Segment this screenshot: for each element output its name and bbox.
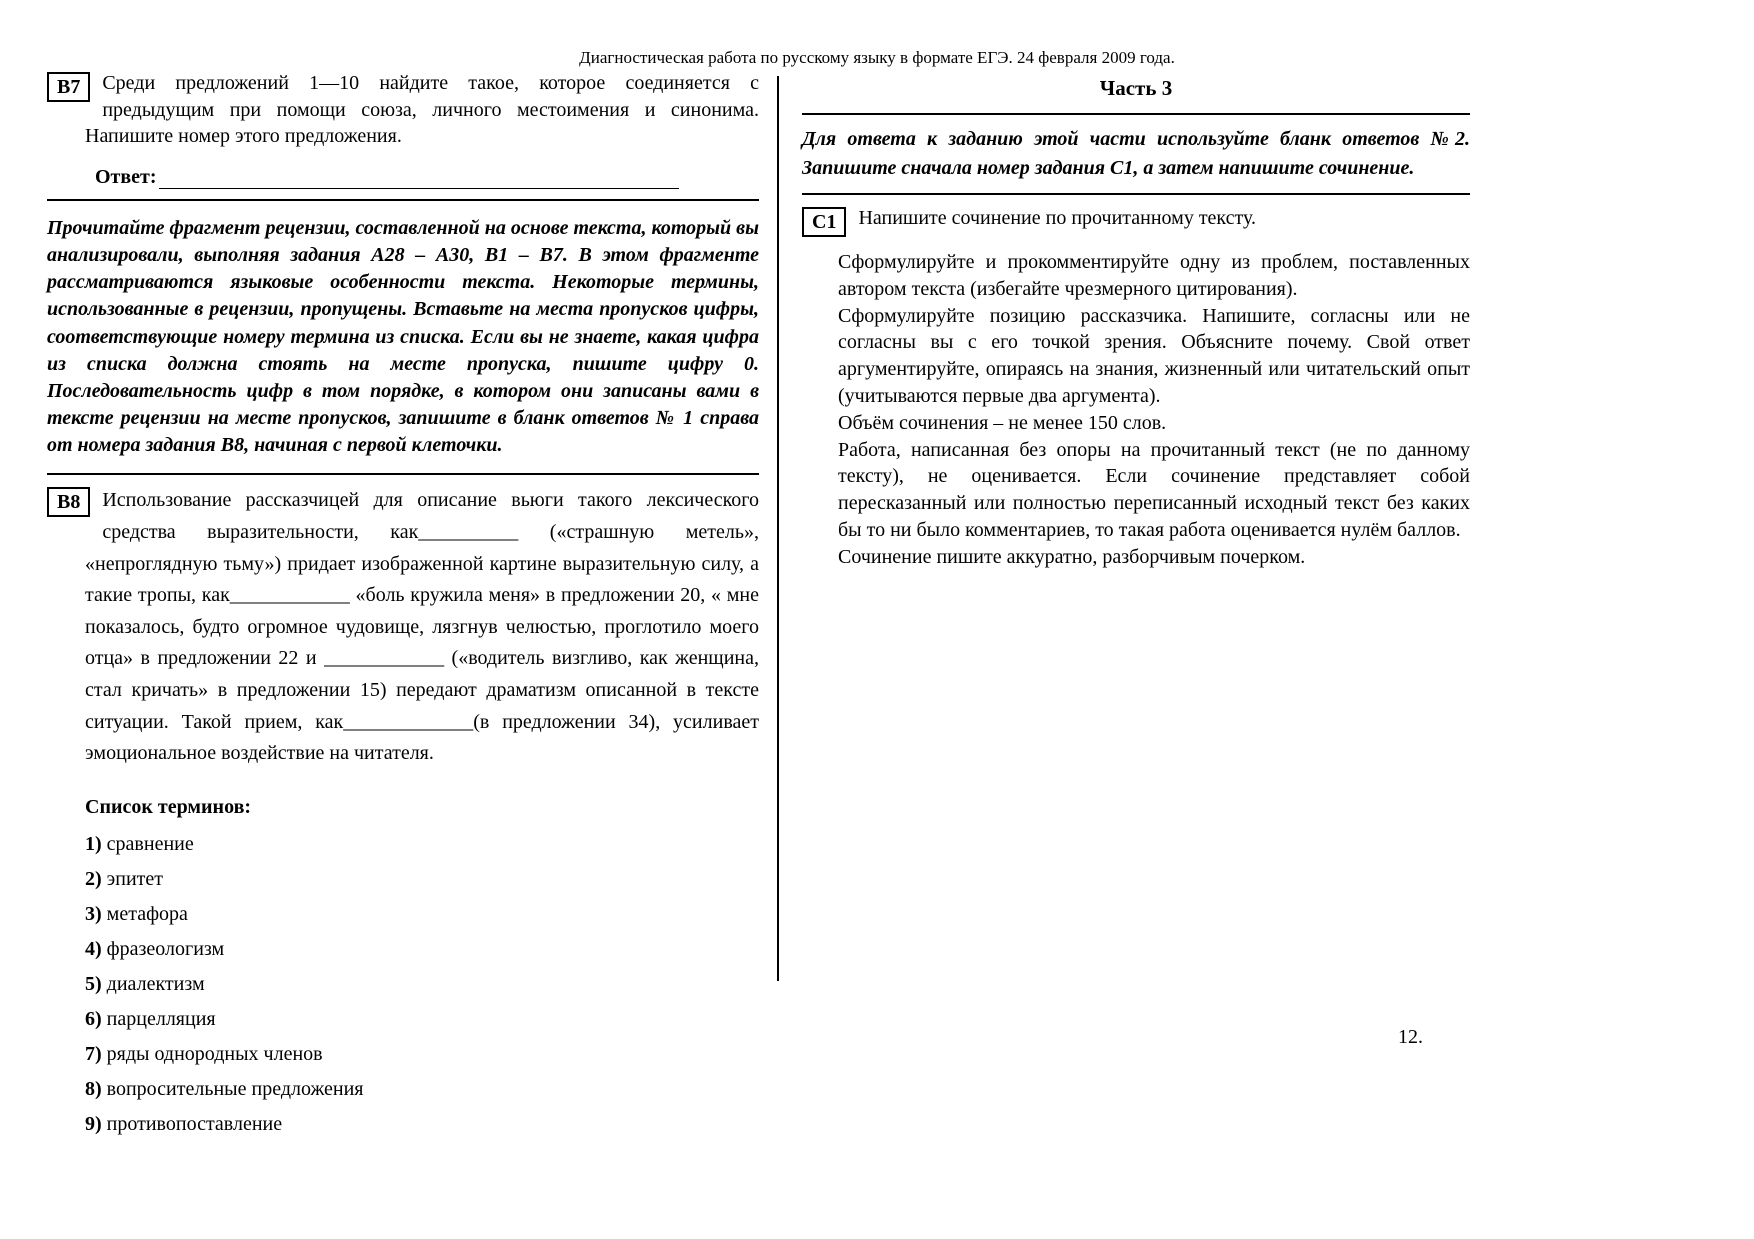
term-text: ряды однородных членов xyxy=(106,1042,323,1065)
c1-paragraph: Сформулируйте позицию рассказчика. Напишите, согласны или не согласны вы с его точкой зрения. Объясните почему. Свой ответ аргументируйте, опираясь на знания, жизненный или читательский опыт (учитываются первые два аргумента). xyxy=(838,304,1470,407)
task-b8-label: В8 xyxy=(47,487,90,517)
answer-row xyxy=(95,166,759,189)
horizontal-rule xyxy=(47,199,759,201)
list-item xyxy=(85,938,759,961)
column-divider xyxy=(777,76,779,981)
task-c1-label: С1 xyxy=(802,207,846,237)
review-instructions: Прочитайте фрагмент рецензии, составленной на основе текста, который вы анализировали, выполняя задания А28 – А30, В1 – В7. В этом фрагменте рассматриваются языковые особенности текста. Некоторые термины, использованные в рецензии, пропущены. Вставьте на места пропусков цифры, соответствующие номеру термина из списка. Если вы не знаете, какая цифра из списка должна стоять на месте пропуска, пишите цифру 0. Последовательность цифр в том порядке, в котором они записаны вами в тексте рецензии на месте пропусков, запишите в бланк ответов № 1 справа от номера задания В8, начиная с первой клеточки. xyxy=(47,216,759,457)
right-column xyxy=(802,76,1470,571)
term-number: 5) xyxy=(85,972,102,995)
answer-blank-line xyxy=(159,168,679,189)
term-number: 9) xyxy=(85,1112,102,1135)
term-number: 3) xyxy=(85,902,102,925)
horizontal-rule xyxy=(802,113,1470,115)
list-item xyxy=(85,833,759,856)
terms-list xyxy=(85,833,759,1136)
task-c1 xyxy=(802,205,1470,241)
left-column xyxy=(47,70,759,1148)
term-number: 2) xyxy=(85,867,102,890)
term-text: вопросительные предложения xyxy=(106,1077,364,1100)
term-number: 1) xyxy=(85,832,102,855)
list-item xyxy=(85,868,759,891)
list-item xyxy=(85,973,759,996)
list-item xyxy=(85,1008,759,1031)
term-number: 8) xyxy=(85,1077,102,1100)
c1-paragraphs xyxy=(838,249,1470,571)
terms-title: Список терминов: xyxy=(85,795,252,818)
term-number: 4) xyxy=(85,937,102,960)
horizontal-rule xyxy=(47,473,759,475)
horizontal-rule xyxy=(802,193,1470,195)
c1-paragraph: Работа, написанная без опоры на прочитанный текст (не по данному тексту), не оценивается. Если сочинение представляет собой пересказанный или полностью переписанный исходный текст без каких бы то ни было комментариев, то такая работа оценивается нулём баллов. xyxy=(838,438,1470,541)
term-text: сравнение xyxy=(106,832,194,855)
term-text: диалектизм xyxy=(106,972,205,995)
task-b8-text: Использование рассказчицей для описание вьюги такого лексического средства выразительности, как__________ («страшную метель», «непроглядную тьму») придает изображенной картине выразительную силу, а такие тропы, как____________ «боль кружила меня» в предложении 20, « мне показалось, будто огромное чудовище, лязгнув челюстью, проглотило моего отца» в предложении 22 и ____________ («водитель визгливо, как женщина, стал кричать» в предложении 15) передают драматизм описанной в тексте ситуации. Такой прием, как_____________(в предложении 34), усиливает эмоциональное воздействие на читателя. xyxy=(85,489,759,765)
answer-label: Ответ: xyxy=(95,165,157,188)
c1-paragraph: Сформулируйте и прокомментируйте одну из проблем, поставленных автором текста (избегайте чрезмерного цитирования). xyxy=(838,251,1470,300)
term-text: метафора xyxy=(106,902,188,925)
term-text: фразеологизм xyxy=(106,937,225,960)
list-item xyxy=(85,903,759,926)
list-item xyxy=(85,1113,759,1136)
c1-paragraph: Объём сочинения – не менее 150 слов. xyxy=(838,411,1167,434)
task-c1-title: Напишите сочинение по прочитанному тексту. xyxy=(858,207,1257,229)
page-number: 12. xyxy=(1398,1026,1423,1048)
c1-paragraph: Сочинение пишите аккуратно, разборчивым почерком. xyxy=(838,545,1306,568)
list-item xyxy=(85,1078,759,1101)
part-title: Часть 3 xyxy=(1099,76,1173,100)
list-item xyxy=(85,1043,759,1066)
term-text: парцелляция xyxy=(106,1007,216,1030)
term-text: противопоставление xyxy=(106,1112,283,1135)
task-b7-label: В7 xyxy=(47,72,90,102)
part3-notice: Для ответа к заданию этой части используйте бланк ответов №2. Запишите сначала номер задания С1, а затем напишите сочинение. xyxy=(802,128,1470,179)
term-number: 7) xyxy=(85,1042,102,1065)
term-number: 6) xyxy=(85,1007,102,1030)
term-text: эпитет xyxy=(106,867,164,890)
document-header: Диагностическая работа по русскому языку в формате ЕГЭ. 24 февраля 2009 года. xyxy=(579,48,1175,67)
task-b7 xyxy=(47,70,759,150)
task-b7-text: Среди предложений 1—10 найдите такое, которое соединяется с предыдущим при помощи союза, личного местоимения и синонима. Напишите номер этого предложения. xyxy=(85,72,759,148)
task-b8 xyxy=(47,485,759,769)
